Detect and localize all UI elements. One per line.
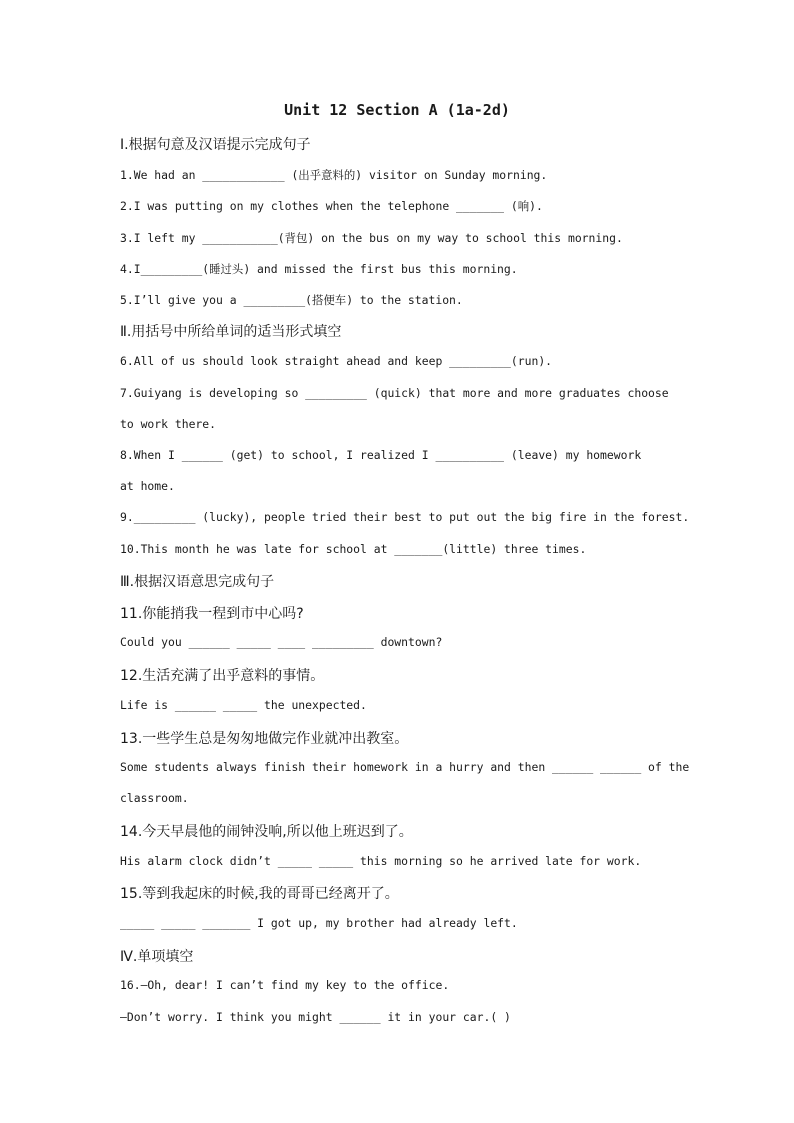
- question-10: 10.This month he was late for school at _______(little) three times.: [120, 542, 587, 556]
- question-7-continued: to work there.: [120, 417, 217, 431]
- question-14-prompt: 14.今天早晨他的闹钟没响,所以他上班迟到了。: [120, 824, 413, 840]
- question-16: 16.—Oh, dear! I can’t find my key to the office.: [120, 978, 450, 992]
- question-13-prompt: 13.一些学生总是匆匆地做完作业就冲出教室。: [120, 731, 409, 747]
- section-heading-1: Ⅰ.根据句意及汉语提示完成句子: [120, 137, 311, 153]
- question-7: 7.Guiyang is developing so _________ (quick) that more and more graduates choose: [120, 386, 669, 400]
- question-1: 1.We had an ____________ (出乎意料的) visitor on Sunday morning.: [120, 168, 548, 182]
- question-2: 2.I was putting on my clothes when the telephone _______ (响).: [120, 199, 543, 213]
- question-16-response: —Don’t worry. I think you might ______ it in your car.( ): [120, 1010, 511, 1024]
- section-heading-3: Ⅲ.根据汉语意思完成句子: [120, 574, 275, 590]
- question-4: 4.I_________(睡过头) and missed the first bus this morning.: [120, 262, 518, 276]
- question-8: 8.When I ______ (get) to school, I realized I __________ (leave) my homework: [120, 448, 642, 462]
- question-15-answer: _____ _____ _______ I got up, my brother had already left.: [120, 916, 518, 930]
- question-9: 9._________ (lucky), people tried their best to put out the big fire in the forest.: [120, 510, 690, 524]
- question-13-answer: Some students always finish their homework in a hurry and then ______ ______ of the: [120, 760, 690, 774]
- question-8-continued: at home.: [120, 479, 175, 493]
- question-12-prompt: 12.生活充满了出乎意料的事情。: [120, 668, 325, 684]
- page-title: Unit 12 Section A (1a-2d): [284, 101, 510, 119]
- section-heading-4: Ⅳ.单项填空: [120, 949, 194, 965]
- question-11-answer: Could you ______ _____ ____ _________ downtown?: [120, 635, 443, 649]
- question-13-answer-continued: classroom.: [120, 791, 189, 805]
- question-12-answer: Life is ______ _____ the unexpected.: [120, 698, 367, 712]
- question-5: 5.I’ll give you a _________(搭便车) to the station.: [120, 293, 463, 307]
- section-heading-2: Ⅱ.用括号中所给单词的适当形式填空: [120, 324, 342, 340]
- question-3: 3.I left my ___________(背包) on the bus on my way to school this morning.: [120, 231, 623, 245]
- question-11-prompt: 11.你能捎我一程到市中心吗?: [120, 606, 304, 622]
- question-14-answer: His alarm clock didn’t _____ _____ this morning so he arrived late for work.: [120, 854, 642, 868]
- question-15-prompt: 15.等到我起床的时候,我的哥哥已经离开了。: [120, 886, 399, 902]
- question-6: 6.All of us should look straight ahead and keep _________(run).: [120, 354, 553, 368]
